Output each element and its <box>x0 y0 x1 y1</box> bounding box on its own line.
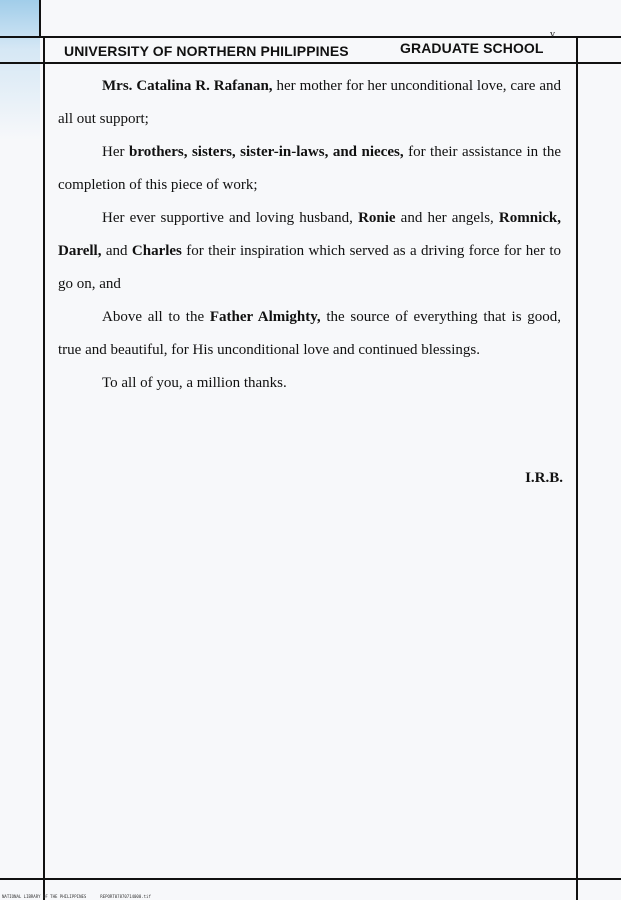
text-run: To all of you, a million thanks. <box>102 375 287 391</box>
frame-right-line <box>576 36 578 900</box>
school-name: GRADUATE SCHOOL <box>400 40 544 56</box>
text-run: and <box>101 243 132 259</box>
paragraph <box>58 136 561 202</box>
frame-left-line <box>43 36 45 900</box>
signature-initials: I.R.B. <box>525 470 563 486</box>
scan-footer-stamp <box>2 894 165 900</box>
text-run: Romnick, Darell, <box>58 210 561 259</box>
text-run: Her ever supportive and loving husband, <box>102 210 359 226</box>
footer-rule <box>0 878 621 880</box>
text-run: Above all to the <box>102 309 210 325</box>
paragraph <box>58 70 561 136</box>
acknowledgment-body <box>58 70 561 400</box>
text-run: brothers, sisters, sister-in-laws, and nieces, <box>128 144 404 160</box>
university-name: UNIVERSITY OF NORTHERN PHILIPPINES <box>64 43 349 59</box>
paragraph <box>58 301 561 367</box>
page-number: v <box>550 29 555 40</box>
text-run: Charles <box>131 243 182 259</box>
file-stamp: REPORT07870714000.tif <box>100 894 151 899</box>
text-run: Father Almighty, <box>209 309 321 325</box>
text-run: her mother for her unconditional love, care and all out support; <box>58 78 561 127</box>
page-header <box>64 40 554 60</box>
frame-left-line <box>39 0 41 36</box>
text-run: the source of everything that is good, true and beautiful, for His unconditional love and continued blessings. <box>58 309 561 358</box>
header-top-rule <box>0 36 621 38</box>
text-run: Ronie <box>358 210 396 226</box>
text-run: and her angels, <box>395 210 499 226</box>
text-run: for their assistance in the completion of this piece of work; <box>58 144 561 193</box>
library-stamp: NATIONAL LIBRARY OF THE PHILIPPINES <box>2 894 87 899</box>
text-run: Mrs. Catalina R. Rafanan, <box>102 78 273 94</box>
paragraph <box>58 202 561 301</box>
text-run: for their inspiration which served as a driving force for her to go on, and <box>58 243 561 292</box>
text-run: Her <box>102 144 129 160</box>
header-bottom-rule <box>0 62 621 64</box>
scan-edge-tint <box>0 0 40 140</box>
paragraph <box>58 367 561 400</box>
